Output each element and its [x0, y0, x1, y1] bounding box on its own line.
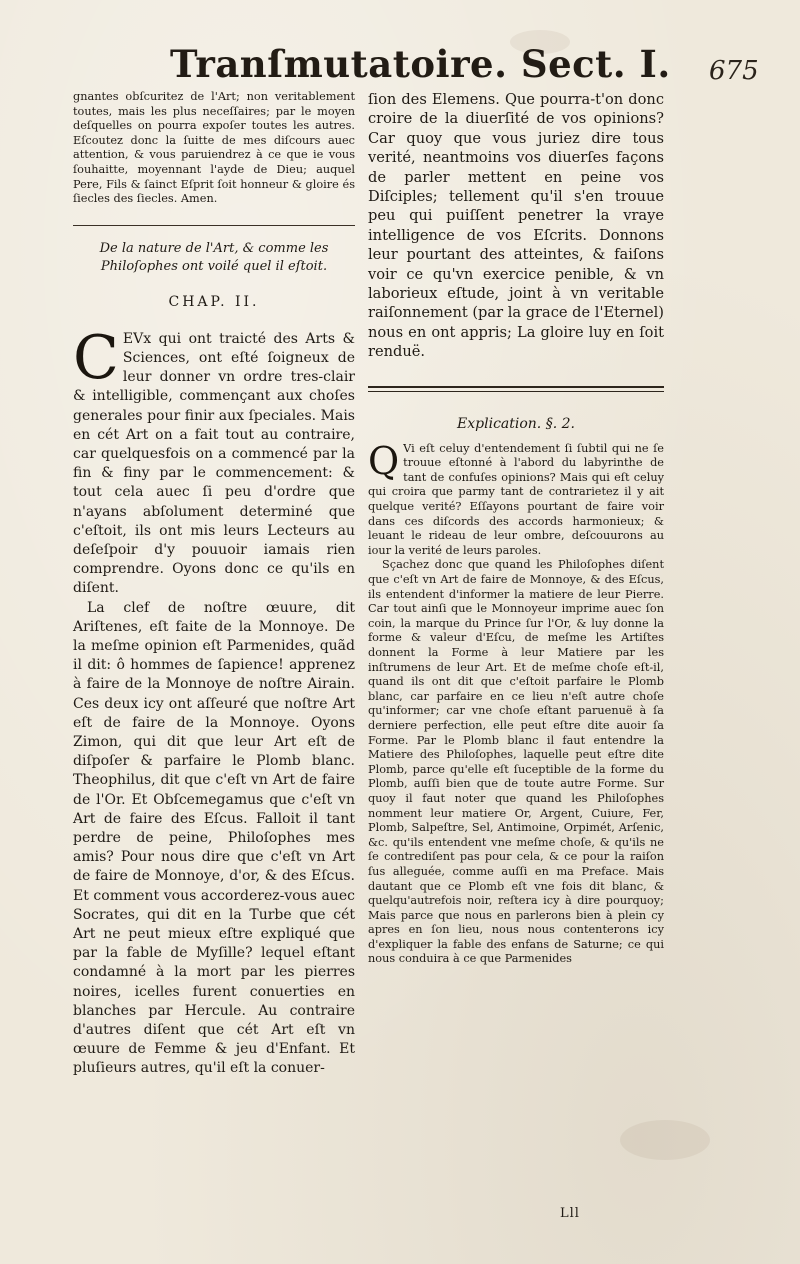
- chapter-paragraph-1: EVx qui ont traicté des Arts & Sciences, ont eſté ſoigneux de leur donner vn ordre tres-clair & intelligible, commençant aux choſes generales pour finir aux ſpeciales. Mais en cét Art on a fait tout au contraire, car quelquesfois on a commencé par la fin & finy par le commencement: & tout cela auec ſi peu d'ordre que n'ayans abſolument determiné que c'eſtoit, ils ont mis leurs Lecteurs au deſeſpoir d'y pouuoir iamais rien comprendre. Oyons donc ce qu'ils en diſent.: [73, 330, 355, 597]
- page-number: 675: [709, 56, 759, 86]
- intro-paragraph: gnantes obſcuritez de l'Art; non veritablement toutes, mais les plus neceſſaires; par le moyen deſquelles on pourra expoſer toutes les autres. Eſcoutez donc la ſuitte de mes diſcours auec attention, & vous paruiendrez à ce que ie vous ſouhaitte, moyennant l'ayde de Dieu; auquel Pere, Fils & ſainct Eſprit ſoit honneur & gloire és ſiecles des ſiecles. Amen.: [73, 90, 355, 206]
- chapter-paragraph-2: La clef de noſtre œuure, dit Ariſtenes, eſt faite de la Monnoye. De la meſme opinion eſt Parmenides, quãd il dit: ô hommes de ſapience! apprenez à faire de la Monnoye de noſtre Airain. Ces deux icy ont aſſeuré que noſtre Art eſt de faire de la Monnoye. Oyons Zimon, qui dit que leur Art eſt de diſpoſer & parfaire le Plomb blanc. Theophilus, dit que c'eſt vn Art de faire de l'Or. Et Obſcemegamus que c'eſt vn Art de faire des Eſcus. Falloit il tant perdre de peine, Philoſophes mes amis? Pour nous dire que c'eſt vn Art de faire de Monnoye, d'or, & des Eſcus. Et comment vous accorderez-vous auec Socrates, qui dit en la Turbe que cét Art ne peut mieux eſtre expliqué que par la fable de Myſille? lequel eſtant condamné à la mort par les pierres noires, icelles furent conuerties en blanches par Hercule. Au contraire d'autres diſent que cét Art eſt vn œuure de Femme & jeu d'Enfant. Et pluſieurs autres, qu'il eſt la conuer-: [73, 599, 355, 1077]
- section-title-line-1: De la nature de l'Art, & comme les: [99, 240, 329, 256]
- paper-stain: [620, 1120, 710, 1160]
- continuation-paragraph: ſion des Elemens. Que pourra-t'on donc croire de la diuerſité de vos opinions? Car quoy que vous juriez dire tous verité, neantmoins vos diuerſes façons de parler mettent en peine vos Diſciples; tellement qu'il s'en trouue peu qui puiſſent penetrer la vraye intelligence de vos Eſcrits. Donnons leur pourtant des atteintes, & faiſons voir ce qu'vn exercice penible, & vn laborieux eſtude, joint à vn veritable raiſonnement (par la grace de l'Eternel) nous en ont appris; La gloire luy en ſoit renduë.: [368, 91, 664, 361]
- chapter-heading: CHAP. II.: [168, 293, 260, 310]
- explication-body: [368, 438, 664, 967]
- left-column: [73, 90, 355, 1079]
- signature-mark: Lll: [560, 1206, 580, 1221]
- right-column: [368, 90, 664, 967]
- drop-cap: C: [73, 322, 119, 393]
- running-head: [0, 42, 800, 92]
- running-title: Tranſmutatoire. Sect. I.: [170, 42, 671, 86]
- chapter-body: [73, 322, 355, 1079]
- explication-paragraph-1: Vi eſt celuy d'entendement ſi ſubtil qui ne ſe trouue eſtonné à l'abord du labyrinthe de tant de confuſes opinions? Mais qui eſt celuy qui croira que parmy tant de contrarietez il y ait quelque verité? Eſſayons pourtant de faire voir dans ces diſcords des accords harmonieux; & leuant le rideau de leur ombre, deſcouurons au iour la verité de leurs paroles.: [368, 441, 664, 557]
- explication-heading: Explication. §. 2.: [457, 415, 575, 432]
- section-title-line-2: Philoſophes ont voilé quel il eſtoit.: [100, 258, 328, 274]
- explication-paragraph-2: Sçachez donc que quand les Philoſophes diſent que c'eſt vn Art de faire de Monnoye, & des Eſcus, ils entendent d'informer la matiere de leur Pierre. Car tout ainſi que le Monnoyeur imprime auec ſon coin, la marque du Prince ſur l'Or, & luy donne la forme & valeur d'Eſcu, de meſme les Artiſtes donnent la Forme à leur Matiere par les inſtrumens de leur Art. Et de meſme choſe eſt-il, quand ils ont dit que c'eſtoit parfaire le Plomb blanc, car parfaire en ce lieu n'eſt autre choſe qu'informer; car vne choſe eſtant paruenuë à ſa derniere perfection, elle peut eſtre dite auoir ſa Forme. Par le Plomb blanc il faut entendre la Matiere des Philoſophes, laquelle peut eſtre dite Plomb, parce qu'elle eſt ſuceptible de la forme du Plomb, auſſi bien que de toute autre Forme. Sur quoy il faut noter que quand les Philoſophes nomment leur matiere Or, Argent, Cuiure, Fer, Plomb, Salpeſtre, Sel, Antimoine, Orpimét, Arſenic, &c. qu'ils entendent vne meſme choſe, & qu'ils ne ſe contrediſent pas pour cela, & ce pour la raiſon ſus alleguée, comme auſſi en ma Preface. Mais dautant que ce Plomb eſt vne fois dit blanc, & quelqu'autrefois noir, reſtera icy à dire pourquoy; Mais parce que nous en parlerons bien à plein cy apres en ſon lieu, nous nous contenterons icy d'expliquer la fable des enfans de Saturne; ce qui nous conduira à ce que Parmenides: [368, 558, 664, 966]
- drop-cap: Q: [368, 438, 400, 483]
